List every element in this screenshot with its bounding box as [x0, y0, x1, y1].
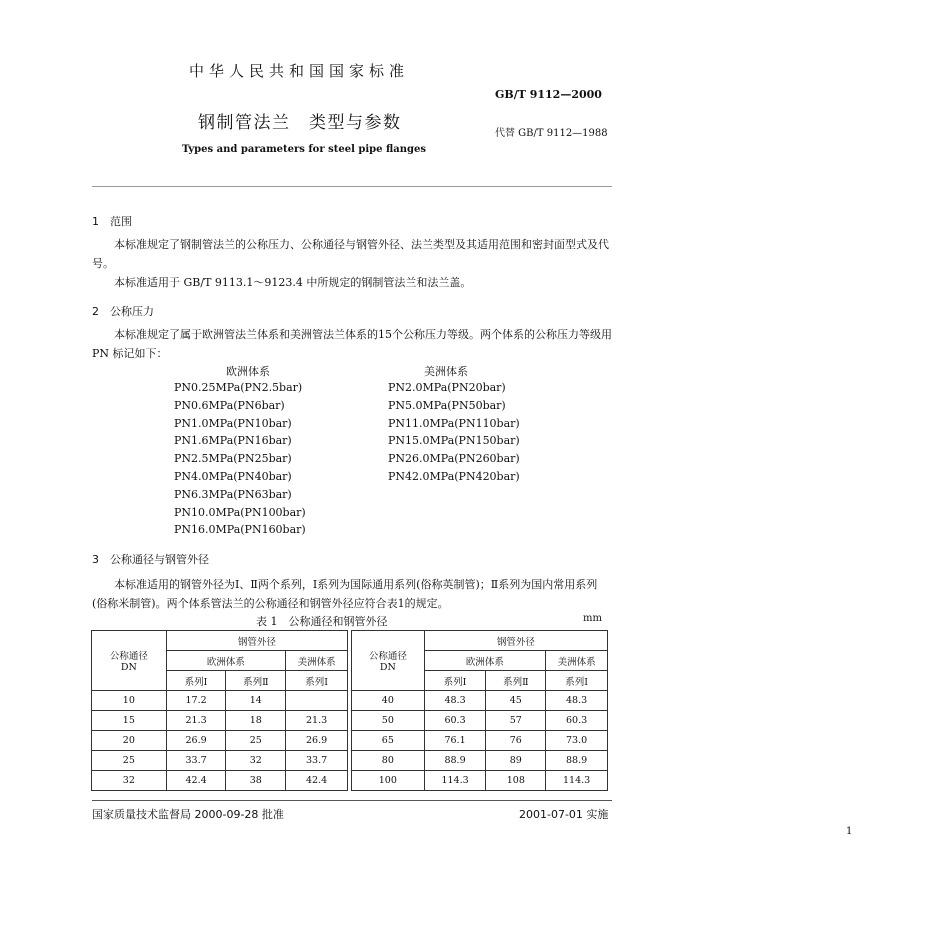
pn-grade-item: PN4.0MPa(PN40bar)	[174, 470, 292, 483]
table-row	[352, 771, 608, 791]
english-title: Types and parameters for steel pipe flanges	[182, 144, 426, 155]
section-1-paragraph-2: 本标准适用于 GB/T 9113.1～9123.4 中所规定的钢制管法兰和法兰盖。	[114, 276, 472, 289]
od-cell: 89	[486, 751, 546, 771]
pn-grade-item: PN10.0MPa(PN100bar)	[174, 505, 306, 519]
series-1-header: 系列Ⅰ	[424, 671, 486, 691]
dn-cell: 40	[352, 691, 425, 711]
table-row	[92, 691, 348, 711]
series-1-header: 系列Ⅰ	[166, 671, 226, 691]
pn-grade-item: PN0.6MPa(PN6bar)	[174, 398, 285, 412]
od-cell: 76	[486, 731, 546, 751]
pn-grade-item: PN6.3MPa(PN63bar)	[174, 487, 292, 501]
america-system-label: 美洲体系	[424, 365, 468, 378]
od-cell: 18	[226, 711, 286, 731]
series-1-header: 系列Ⅰ	[286, 671, 348, 691]
table-row	[352, 731, 608, 751]
pn-grade-item: PN11.0MPa(PN110bar)	[388, 416, 520, 430]
europe-header: 欧洲体系	[166, 651, 286, 671]
od-cell	[286, 691, 348, 711]
table-row	[92, 731, 348, 751]
od-cell: 21.3	[166, 711, 226, 731]
od-cell: 73.0	[546, 731, 608, 751]
america-header: 美洲体系	[286, 651, 348, 671]
od-header: 钢管外径	[166, 631, 347, 651]
pn-grade-item: PN42.0MPa(PN420bar)	[388, 470, 520, 483]
dn-table-left	[91, 630, 348, 791]
document-title: 钢制管法兰 类型与参数	[198, 113, 402, 133]
org-title: 中华人民共和国国家标准	[189, 62, 410, 80]
implementation-date: 2001-07-01 实施	[519, 808, 609, 821]
table-row	[352, 691, 608, 711]
section-1-heading: 1 范围	[92, 215, 132, 228]
section-1-paragraph-1: 本标准规定了钢制管法兰的公称压力、公称通径与钢管外径、法兰类型及其适用范围和密封面型式及代号。	[92, 238, 609, 270]
pn-grade-item: PN16.0MPa(PN160bar)	[174, 523, 306, 537]
section-2-paragraph-1: 本标准规定了属于欧洲管法兰体系和美洲管法兰体系的15个公称压力等级。两个体系的公称压力等级用 PN 标记如下：	[92, 328, 612, 360]
table-caption: 表 1 公称通径和钢管外径	[256, 615, 388, 628]
series-2-header: 系列Ⅱ	[226, 671, 286, 691]
dn-header-label: 公称通径	[368, 651, 407, 662]
od-cell: 88.9	[546, 751, 608, 771]
od-cell: 114.3	[424, 771, 486, 791]
dn-cell: 100	[352, 771, 425, 791]
table-row	[92, 751, 348, 771]
pn-grade-item: PN2.0MPa(PN20bar)	[388, 381, 506, 394]
od-cell: 48.3	[424, 691, 486, 711]
od-cell: 45	[486, 691, 546, 711]
section-2-heading: 2 公称压力	[92, 305, 154, 318]
dn-header-cell	[352, 631, 425, 691]
od-cell: 60.3	[546, 711, 608, 731]
dn-header-label: 公称通径	[109, 651, 148, 662]
dn-cell: 65	[352, 731, 425, 751]
od-cell: 25	[226, 731, 286, 751]
od-cell: 48.3	[546, 691, 608, 711]
od-cell: 26.9	[166, 731, 226, 751]
dn-cell: 10	[92, 691, 167, 711]
od-cell: 14	[226, 691, 286, 711]
page-number: 1	[846, 826, 853, 837]
pn-grade-item: PN2.5MPa(PN25bar)	[174, 452, 292, 466]
table-row	[352, 751, 608, 771]
standard-number: GB/T 9112—2000	[495, 88, 602, 101]
od-cell: 108	[486, 771, 546, 791]
table-unit: mm	[583, 613, 602, 624]
series-2-header: 系列Ⅱ	[486, 671, 546, 691]
od-cell: 33.7	[166, 751, 226, 771]
europe-system-label: 欧洲体系	[226, 365, 270, 378]
series-1-header: 系列Ⅰ	[546, 671, 608, 691]
od-cell: 42.4	[166, 771, 226, 791]
dn-cell: 50	[352, 711, 425, 731]
pn-grade-item: PN1.0MPa(PN10bar)	[174, 416, 292, 430]
replaces-standard: 代替 GB/T 9112—1988	[495, 128, 608, 139]
america-header: 美洲体系	[546, 651, 608, 671]
od-cell: 57	[486, 711, 546, 731]
od-cell: 38	[226, 771, 286, 791]
dn-cell: 15	[92, 711, 167, 731]
footer-divider	[92, 800, 612, 801]
pn-grade-item: PN0.25MPa(PN2.5bar)	[174, 381, 303, 394]
dn-header-sub: DN	[120, 662, 137, 673]
header-divider	[92, 186, 612, 187]
dn-cell: 32	[92, 771, 167, 791]
od-cell: 76.1	[424, 731, 486, 751]
od-cell: 17.2	[166, 691, 226, 711]
od-header: 钢管外径	[424, 631, 607, 651]
dn-header-sub: DN	[379, 662, 396, 673]
dn-cell: 20	[92, 731, 167, 751]
od-cell: 60.3	[424, 711, 486, 731]
approval-line: 国家质量技术监督局 2000-09-28 批准	[92, 808, 284, 821]
section-3-heading: 3 公称通径与钢管外径	[92, 553, 209, 566]
dn-table-right	[351, 630, 608, 791]
table-row	[92, 771, 348, 791]
table-row	[92, 711, 348, 731]
pn-grade-item: PN1.6MPa(PN16bar)	[174, 434, 292, 448]
od-cell: 21.3	[286, 711, 348, 731]
od-cell: 33.7	[286, 751, 348, 771]
europe-header: 欧洲体系	[424, 651, 546, 671]
dn-cell: 25	[92, 751, 167, 771]
od-cell: 114.3	[546, 771, 608, 791]
pn-grade-item: PN15.0MPa(PN150bar)	[388, 434, 520, 448]
od-cell: 42.4	[286, 771, 348, 791]
od-cell: 26.9	[286, 731, 348, 751]
dn-header-cell	[92, 631, 167, 691]
pn-grade-item: PN5.0MPa(PN50bar)	[388, 398, 506, 412]
dn-cell: 80	[352, 751, 425, 771]
od-cell: 32	[226, 751, 286, 771]
section-3-paragraph-1: 本标准适用的钢管外径为Ⅰ、Ⅱ两个系列，Ⅰ系列为国际通用系列(俗称英制管)；Ⅱ系列为国内常用系列(俗称米制管)。两个体系管法兰的公称通径和钢管外径应符合表1的规定。	[92, 578, 598, 610]
pn-grade-item: PN26.0MPa(PN260bar)	[388, 452, 520, 466]
od-cell: 88.9	[424, 751, 486, 771]
table-row	[352, 711, 608, 731]
